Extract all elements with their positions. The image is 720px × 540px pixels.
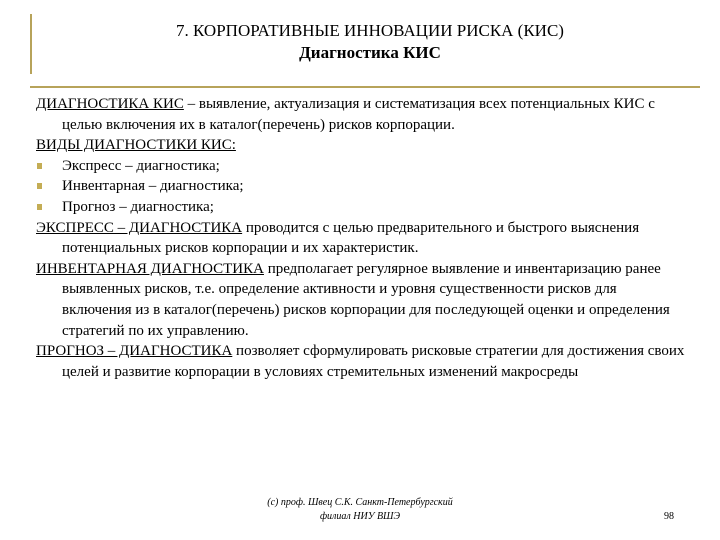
footer-line-2: филиал НИУ ВШЭ (319, 511, 401, 522)
title-horizontal-rule (30, 86, 700, 88)
definition-term: ДИАГНОСТИКА КИС (36, 96, 184, 112)
footer-credit (230, 496, 490, 524)
forecast-paragraph (36, 341, 686, 382)
inventory-paragraph (36, 259, 686, 341)
bullet-icon (37, 204, 42, 210)
express-term: ЭКСПРЕСС – ДИАГНОСТИКА (36, 219, 243, 236)
list-item-text: Инвентарная – диагностика; (62, 178, 244, 195)
slide-title: 7. КОРПОРАТИВНЫЕ ИННОВАЦИИ РИСКА (КИС) (176, 21, 564, 40)
title-vertical-rule (30, 14, 32, 74)
list-item (36, 176, 686, 197)
express-text: проводится с целью предварительного и быстрого выяснения потенциальных рисков корпорации и их характеристик. (62, 219, 640, 257)
types-heading: ВИДЫ ДИАГНОСТИКИ КИС: (36, 137, 236, 154)
slide-body (36, 94, 686, 382)
slide-title-block (40, 20, 700, 64)
definition-text: – выявление, актуализация и систематизация всех потенциальных КИС с целью включения их в каталог(перечень) рисков корпорации. (62, 96, 655, 133)
forecast-text: позволяет сформулировать рисковые стратегии для достижения своих целей и развитие корпорации в условиях стремительных изменений макросреды (62, 343, 685, 380)
slide-subtitle: Диагностика КИС (299, 43, 441, 62)
bullet-icon (37, 183, 42, 189)
list-item (36, 156, 686, 177)
express-paragraph (36, 218, 686, 259)
bullet-icon (37, 163, 42, 169)
list-item-text: Прогноз – диагностика; (62, 198, 214, 215)
definition-paragraph (36, 94, 686, 135)
forecast-term: ПРОГНОЗ – ДИАГНОСТИКА (36, 343, 233, 360)
inventory-term: ИНВЕНТАРНАЯ ДИАГНОСТИКА (36, 260, 264, 277)
footer-line-1: (с) проф. Швец С.К. Санкт-Петербургский (267, 497, 453, 508)
types-heading-paragraph (36, 135, 686, 156)
inventory-text: предполагает регулярное выявление и инвентаризацию ранее выявленных рисков, т.е. определение активности и уровня существенности рисков для включения из в каталог(перечень) рисков корпорации для последующей оценки и определения стратегий по их управлению. (62, 260, 670, 339)
list-item-text: Экспресс – диагностика; (62, 157, 220, 174)
page-number: 98 (664, 511, 674, 522)
list-item (36, 197, 686, 218)
